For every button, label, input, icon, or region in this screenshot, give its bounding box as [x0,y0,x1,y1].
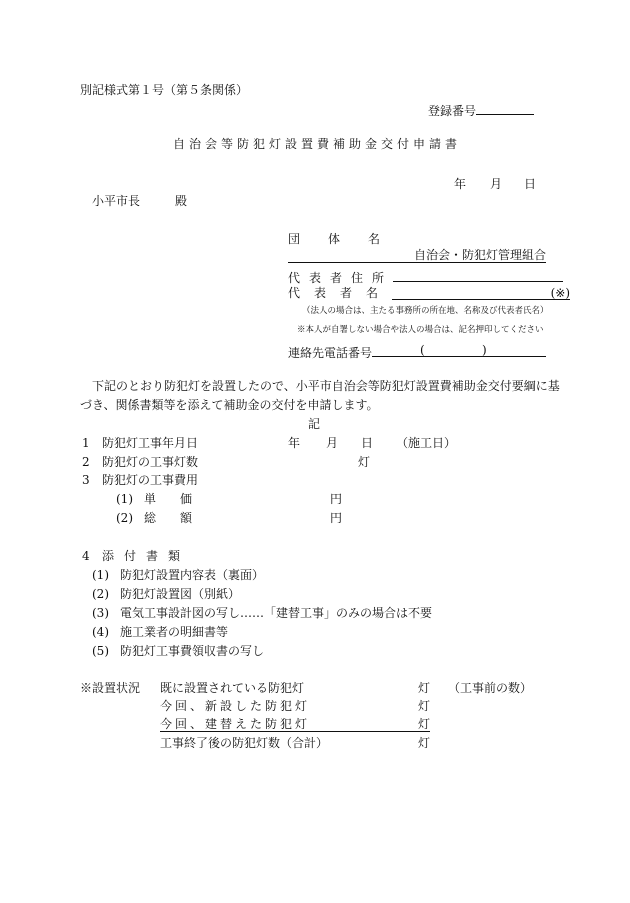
attachment-item-text: 防犯灯工事費領収書の写し [120,644,265,658]
attachment-item-text: 電気工事設計図の写し……「建替工事」のみの場合は不要 [120,606,433,620]
seal-mark: (※) [550,286,571,300]
item-2-unit: 灯 [358,455,371,469]
status-row-existing [160,681,304,695]
item-3-sub-1-unit: 円 [330,492,343,506]
registration-number-label: 登録番号 [428,104,477,118]
status-label: ※設置状況 [80,681,141,695]
date-month-label: 月 [490,177,503,191]
form-reference: 別記様式第１号（第５条関係） [80,83,249,97]
status-row-text: 既に設置されている防犯灯 [160,681,305,695]
item-3-sub-2-number: (2) [116,511,133,525]
item-1-month: 月 [326,436,339,450]
item-2-label: 防犯灯の工事灯数 [102,455,199,469]
attachment-item [92,644,264,658]
attachment-item [92,568,264,582]
attachment-item-text: 防犯灯設置図（別紙） [120,587,241,601]
status-row-replaced [160,717,430,732]
registration-number-blank[interactable] [476,102,534,115]
representative-field[interactable] [288,286,570,300]
phone-label: 連絡先電話番号 [288,346,373,360]
phone-field[interactable] [288,343,546,360]
status-row-new-unit: 灯 [418,699,431,713]
status-row-new: 今回、新設した防犯灯 [160,699,311,713]
address-field[interactable] [288,268,563,285]
phone-paren-open: ( [420,343,425,357]
item-3-label: 防犯灯の工事費用 [102,473,199,487]
item-3-sub-1-number: (1) [116,492,133,506]
item-3-sub-2-label: 総 額 [144,511,193,525]
address-label: 代表者住所 [288,271,394,285]
document-title: 自治会等防犯灯設置費補助金交付申請書 [173,137,462,151]
item-3-sub-2-unit: 円 [330,511,343,525]
attachment-item [92,625,228,639]
applicant-note-corporate: （法人の場合は、主たる事務所の所在地、名称及び代表者氏名） [302,306,549,316]
org-name-suffix: 自治会・防犯灯管理組合 [413,248,546,262]
phone-blank[interactable] [372,343,546,357]
attachments-heading: 添付書類 [102,549,191,563]
body-text-line-1: 下記のとおり防犯灯を設置したので、小平市自治会等防犯灯設置費補助金交付要綱に基 [92,379,560,393]
attachment-item-number: (1) [92,568,109,582]
attachment-item-text: 防犯灯設置内容表（裏面） [120,568,265,582]
attachment-item-number: (4) [92,625,109,639]
applicant-note-signature: ※本人が自署しない場合や法人の場合は、記名押印してください [297,325,544,335]
attachment-item-number: (3) [92,606,109,620]
attachment-item-number: (2) [92,587,109,601]
status-row-existing-unit: 灯 [418,681,431,695]
item-1-label: 防犯灯工事年月日 [102,436,199,450]
body-text-line-2: づき、関係書類等を添えて補助金の交付を申請します。 [80,398,379,412]
address-blank[interactable] [393,268,563,282]
attachment-item [92,587,240,601]
item-3-sub-1-label: 単 価 [144,492,193,506]
date-year-label: 年 [454,177,467,191]
item-2-number: 2 [82,455,90,469]
status-row-replaced-unit: 灯 [418,717,431,731]
ki-heading: 記 [308,417,321,431]
addressee-name: 小平市長 [92,194,141,208]
item-1-number: 1 [82,436,90,450]
status-row-total-unit: 灯 [418,736,431,750]
item-3-number: 3 [82,473,90,487]
addressee-honorific: 殿 [175,194,188,208]
attachments-number: 4 [82,549,90,563]
registration-number-field [428,102,534,118]
status-row-replaced-text: 今回、建替えた防犯灯 [160,717,311,731]
item-1-year: 年 [288,436,301,450]
item-1-note: （施工日） [396,436,457,450]
item-1-day: 日 [361,436,374,450]
status-row-existing-note: （工事前の数） [448,681,533,695]
phone-paren-close: ) [482,343,487,357]
status-row-total: 工事終了後の防犯灯数（合計） [160,736,329,750]
org-name-field[interactable] [288,248,546,263]
attachment-item-number: (5) [92,644,109,658]
attachment-item-text: 施工業者の明細書等 [120,625,229,639]
representative-label: 代表者名 [288,286,393,300]
org-name-label: 団 体 名 [288,232,389,246]
attachment-item [92,606,432,620]
date-day-label: 日 [524,177,537,191]
